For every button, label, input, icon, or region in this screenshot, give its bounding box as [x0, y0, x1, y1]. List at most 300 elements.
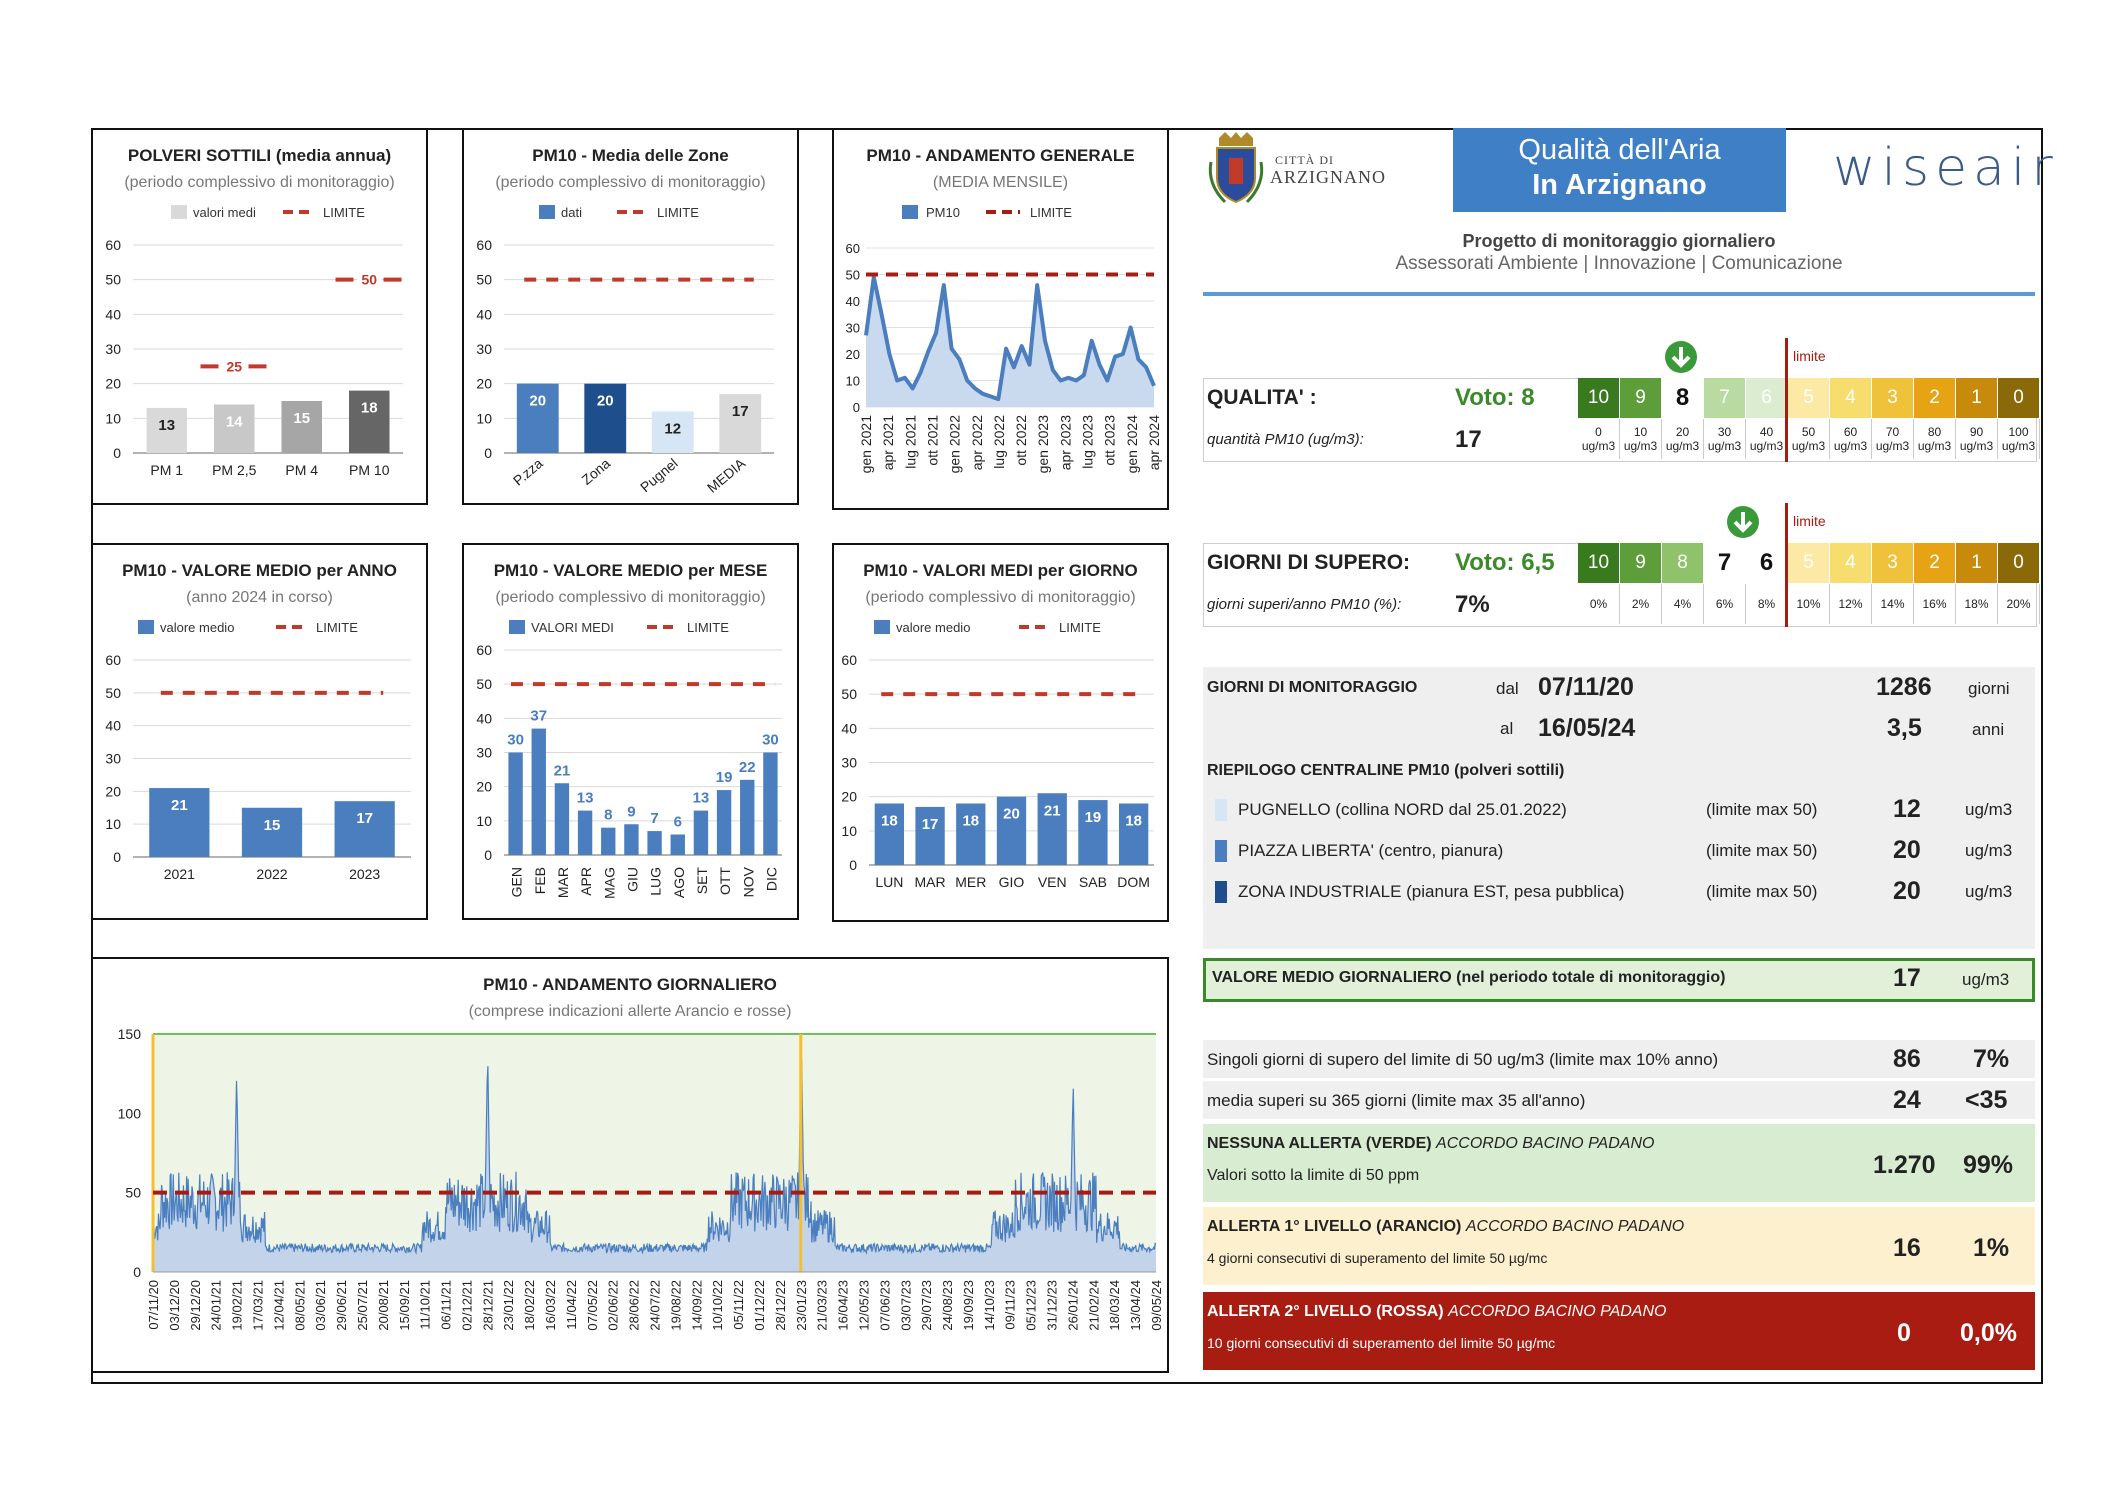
bar [578, 811, 592, 855]
scale-cell: 3 [1872, 543, 1914, 583]
x-tick-label: 02/06/22 [605, 1280, 621, 1331]
chart-media-giorno [832, 543, 1169, 922]
bar [740, 780, 754, 855]
station-value: 12 [1893, 795, 1921, 823]
bar-value-label: 12 [664, 420, 682, 438]
y-tick-label: 50 [845, 267, 860, 283]
y-tick-label: 40 [476, 306, 492, 323]
scale-cell: 3 [1872, 378, 1914, 418]
quality-limit-label: limite [1793, 348, 1826, 364]
x-tick-label: 24/07/22 [647, 1280, 663, 1331]
x-tick-label: gen 2023 [1035, 415, 1052, 474]
x-tick-label: lug 2021 [902, 415, 919, 469]
legend-label: VALORI MEDI [531, 620, 614, 635]
x-tick-label: DOM [1117, 874, 1150, 890]
x-tick-label: 24/01/21 [208, 1280, 224, 1331]
scale-unit-cell: 90 ug/m3 [1956, 419, 1998, 459]
y-tick-label: 60 [841, 652, 857, 668]
exceed-limit-label: limite [1793, 513, 1826, 529]
alert-orange-value: 16 [1893, 1234, 1921, 1262]
chart-title: PM10 - VALORE MEDIO per MESE [493, 561, 768, 580]
project-subtitle2: Assessorati Ambiente | Innovazione | Comunicazione [1395, 253, 1843, 274]
x-tick-label: PM 10 [349, 462, 390, 478]
x-tick-label: gen 2021 [858, 415, 874, 474]
bar-value-label: 8 [604, 806, 613, 824]
x-tick-label: DIC [763, 867, 780, 892]
scale-cell: 0 [1998, 543, 2040, 583]
station-unit: ug/m3 [1965, 841, 2013, 860]
x-tick-label: AGO [670, 867, 687, 899]
x-tick-label: 03/07/23 [898, 1280, 914, 1331]
x-tick-label: SET [693, 867, 710, 895]
alert-red-pct: 0,0% [1960, 1319, 2017, 1347]
bar [601, 828, 615, 855]
x-tick-label: 2022 [256, 866, 288, 882]
y-tick-label: 40 [841, 720, 857, 737]
y-tick-label: 30 [476, 341, 492, 357]
exceed-stat-label: media superi su 365 giorni (limite max 35 all'anno) [1207, 1091, 1586, 1110]
bar-value-label: 30 [507, 731, 524, 749]
y-tick-label: 0 [113, 849, 121, 865]
scale-cell: 5 [1788, 543, 1830, 583]
x-tick-label: 09/05/24 [1149, 1280, 1164, 1331]
y-tick-label: 30 [105, 750, 121, 767]
x-tick-label: MEDIA [703, 455, 749, 496]
scale-unit-cell: 4% [1662, 584, 1704, 624]
y-tick-label: 40 [105, 306, 121, 323]
quality-sub-label: quantità PM10 (ug/m3): [1207, 431, 1364, 448]
x-tick-label: 29/06/21 [334, 1280, 350, 1331]
bar-value-label: 13 [576, 789, 594, 807]
scale-unit-cell: 0 ug/m3 [1578, 419, 1620, 459]
scale-unit-cell: 0% [1578, 584, 1620, 624]
x-tick-label: PM 2,5 [212, 462, 257, 478]
station-color-swatch [1215, 881, 1227, 903]
station-name: PUGNELLO (collina NORD dal 25.01.2022) [1238, 800, 1567, 819]
legend-swatch [874, 620, 890, 634]
station-value: 20 [1893, 877, 1921, 905]
x-tick-label: 16/04/23 [835, 1280, 851, 1331]
chart-andamento-giornaliero [91, 957, 1169, 1373]
x-tick-label: 19/08/22 [668, 1280, 684, 1331]
daily-average-value: 17 [1893, 964, 1921, 992]
x-tick-label: GIO [998, 874, 1025, 890]
exceed-scale [1578, 543, 2040, 583]
x-tick-label: 07/11/20 [146, 1280, 161, 1330]
x-tick-label: 17/03/21 [250, 1280, 266, 1331]
bar-value-label: 13 [692, 789, 710, 807]
scale-cell: 2 [1914, 378, 1956, 418]
legend-limit-label: LIMITE [687, 620, 729, 635]
bar [763, 753, 777, 856]
legend-limit-label: LIMITE [316, 620, 358, 635]
exceed-limit-line [1785, 503, 1788, 627]
monitoring-from: 07/11/20 [1538, 673, 1634, 701]
bar [694, 811, 708, 855]
scale-unit-cell: 8% [1746, 584, 1788, 624]
y-tick-label: 50 [841, 686, 857, 703]
x-tick-label: PM 1 [150, 462, 184, 478]
quality-vote: Voto: 8 [1455, 384, 1535, 411]
limit-value-label: 25 [226, 358, 243, 375]
scale-cell: 4 [1830, 378, 1872, 418]
title-box [1453, 128, 1786, 212]
city-small-label: CITTÀ DI [1275, 153, 1334, 167]
station-unit: ug/m3 [1965, 800, 2013, 819]
chart-subtitle: (anno 2024 in corso) [186, 589, 333, 606]
exceed-vote: Voto: 6,5 [1455, 549, 1555, 576]
bar-value-label: 13 [158, 416, 176, 434]
x-tick-label: 19/09/23 [960, 1280, 976, 1331]
x-tick-label: 29/12/20 [187, 1280, 203, 1331]
bar-value-label: 19 [715, 769, 733, 787]
x-tick-label: 24/08/23 [940, 1280, 956, 1331]
y-tick-label: 60 [476, 237, 492, 253]
y-tick-label: 10 [845, 373, 860, 389]
scale-cell: 2 [1914, 543, 1956, 583]
x-tick-label: 26/01/24 [1065, 1280, 1081, 1331]
bar-value-label: 30 [762, 731, 779, 749]
scale-unit-cell: 18% [1956, 584, 1998, 624]
alert-red-value: 0 [1897, 1319, 1911, 1347]
x-tick-label: FEB [531, 867, 548, 895]
x-tick-label: APR [578, 867, 595, 896]
x-tick-label: 23/01/23 [793, 1280, 809, 1331]
x-tick-label: 19/02/21 [229, 1280, 245, 1331]
x-tick-label: 23/01/22 [501, 1280, 517, 1331]
x-tick-label: Pugnel [636, 455, 681, 496]
y-tick-label: 30 [841, 754, 857, 771]
x-tick-label: 28/12/22 [772, 1280, 788, 1331]
x-tick-label: MAR [914, 874, 946, 890]
exceed-scale-units [1578, 584, 2040, 624]
y-tick-label: 100 [117, 1105, 141, 1122]
x-tick-label: LUN [875, 874, 904, 890]
scale-unit-cell: 20% [1998, 584, 2040, 624]
alert-red-desc: 10 giorni consecutivi di superamento del limite 50 µg/mc [1207, 1335, 1556, 1351]
y-tick-label: 60 [476, 642, 492, 658]
x-tick-label: 2021 [163, 866, 195, 882]
quality-label: QUALITA' : [1207, 386, 1317, 409]
x-tick-label: 03/12/20 [166, 1280, 182, 1331]
x-tick-label: OTT [717, 867, 734, 895]
scale-cell: 1 [1956, 543, 1998, 583]
scale-cell: 5 [1788, 378, 1830, 418]
alert-green-title: NESSUNA ALLERTA (VERDE) ACCORDO BACINO PADANO [1207, 1135, 1655, 1152]
monitoring-label: GIORNI DI MONITORAGGIO [1207, 679, 1418, 696]
legend-label: dati [561, 205, 582, 220]
stations-title: RIEPILOGO CENTRALINE PM10 (polveri sottili) [1207, 762, 1565, 779]
bar-value-label: 21 [553, 762, 571, 780]
chart-subtitle: (periodo complessivo di monitoraggio) [124, 174, 395, 191]
chart-andamento-generale [832, 128, 1169, 510]
bar [508, 753, 522, 856]
scale-unit-cell: 30 ug/m3 [1704, 419, 1746, 459]
x-tick-label: 07/06/23 [877, 1280, 893, 1331]
y-tick-label: 20 [105, 375, 121, 392]
chart-title: PM10 - VALORI MEDI per GIORNO [863, 561, 1138, 580]
y-tick-label: 20 [476, 778, 492, 795]
scale-cell: 8 [1662, 378, 1704, 418]
chart-media-mese [462, 543, 799, 920]
x-tick-label: PM 4 [285, 462, 319, 478]
station-name: ZONA INDUSTRIALE (pianura EST, pesa pubblica) [1238, 882, 1625, 901]
x-tick-label: LUG [647, 867, 664, 896]
arrow-down-icon [1664, 340, 1698, 379]
bar-value-label: 15 [293, 410, 311, 427]
legend-limit-label: LIMITE [323, 205, 365, 220]
x-tick-label: 13/04/24 [1128, 1280, 1144, 1331]
alert-green-pct: 99% [1963, 1151, 2014, 1179]
bar-value-label: 6 [673, 813, 682, 831]
alert-orange-pct: 1% [1973, 1234, 2010, 1262]
legend-swatch [902, 205, 918, 219]
scale-cell: 10 [1578, 378, 1620, 418]
legend-limit-label: LIMITE [657, 205, 699, 220]
bar-value-label: 37 [530, 707, 548, 725]
scale-unit-cell: 2% [1620, 584, 1662, 624]
y-tick-label: 50 [105, 271, 121, 288]
chart-subtitle: (periodo complessivo di monitoraggio) [865, 589, 1136, 606]
y-tick-label: 10 [105, 410, 121, 427]
x-tick-label: ott 2021 [924, 415, 941, 466]
legend-label: PM10 [926, 205, 960, 220]
x-tick-label: 28/06/22 [626, 1280, 642, 1331]
x-tick-label: 29/07/23 [919, 1280, 935, 1331]
scale-cell: 6 [1746, 378, 1788, 418]
bar-value-label: 7 [650, 810, 659, 828]
y-tick-label: 0 [484, 847, 492, 863]
x-tick-label: apr 2022 [968, 415, 985, 471]
y-tick-label: 10 [841, 822, 857, 839]
bar-value-label: 9 [627, 803, 636, 821]
scale-cell: 0 [1998, 378, 2040, 418]
legend-label: valore medio [896, 620, 971, 635]
exceed-stat-pct: 7% [1973, 1045, 2010, 1073]
scale-unit-cell: 10 ug/m3 [1620, 419, 1662, 459]
y-tick-label: 20 [105, 783, 121, 800]
chart-title: PM10 - ANDAMENTO GIORNALIERO [483, 975, 777, 994]
x-tick-label: 12/04/21 [271, 1280, 287, 1331]
station-unit: ug/m3 [1965, 882, 2013, 901]
x-tick-label: 05/12/23 [1023, 1280, 1039, 1331]
chart-title: POLVERI SOTTILI (media annua) [127, 146, 392, 165]
y-tick-label: 0 [484, 445, 492, 461]
scale-unit-cell: 6% [1704, 584, 1746, 624]
scale-unit-cell: 70 ug/m3 [1872, 419, 1914, 459]
x-tick-label: 11/10/21 [417, 1280, 433, 1330]
scale-unit-cell: 60 ug/m3 [1830, 419, 1872, 459]
scale-cell: 9 [1620, 543, 1662, 583]
x-tick-label: GEN [508, 867, 525, 898]
station-limit: (limite max 50) [1706, 800, 1818, 819]
x-tick-label: 08/05/21 [292, 1280, 308, 1331]
y-tick-label: 40 [476, 710, 492, 727]
bar-value-label: 21 [1043, 802, 1061, 820]
alert-red-title: ALLERTA 2° LIVELLO (ROSSA) ACCORDO BACINO PADANO [1207, 1303, 1667, 1320]
x-tick-label: 16/03/22 [543, 1280, 559, 1331]
bar-value-label: 21 [170, 797, 188, 815]
x-tick-label: 18/02/22 [522, 1280, 538, 1331]
scale-unit-cell: 80 ug/m3 [1914, 419, 1956, 459]
legend-limit-label: LIMITE [1059, 620, 1101, 635]
scale-cell: 8 [1662, 543, 1704, 583]
quality-scale [1578, 378, 2040, 418]
alert-green-desc: Valori sotto la limite di 50 ppm [1207, 1167, 1420, 1184]
scale-cell: 1 [1956, 378, 1998, 418]
bar [624, 824, 638, 855]
scale-cell: 6 [1746, 543, 1788, 583]
y-tick-label: 20 [476, 375, 492, 392]
exceed-sub-label: giorni superi/anno PM10 (%): [1207, 596, 1402, 613]
x-tick-label: GIU [624, 867, 641, 892]
legend-label: valori medi [193, 205, 256, 220]
bar-value-label: 18 [360, 399, 378, 417]
city-crest-icon [1205, 132, 1267, 210]
x-tick-label: MAR [554, 867, 571, 899]
quality-scale-units [1578, 419, 2040, 459]
x-tick-label: 03/06/21 [313, 1280, 329, 1331]
y-tick-label: 50 [125, 1184, 141, 1201]
x-tick-label: apr 2023 [1057, 415, 1074, 471]
y-tick-label: 20 [841, 788, 857, 805]
x-tick-label: 2023 [349, 866, 381, 882]
x-tick-label: 07/05/22 [584, 1280, 600, 1331]
daily-average-unit: ug/m3 [1962, 970, 2010, 989]
legend-swatch [171, 205, 187, 219]
x-tick-label: MER [955, 874, 987, 890]
legend-swatch [509, 620, 525, 634]
x-tick-label: 05/11/22 [731, 1280, 747, 1330]
exceed-sub-value: 7% [1455, 591, 1490, 618]
y-tick-label: 30 [105, 341, 121, 357]
alert-orange-title: ALLERTA 1° LIVELLO (ARANCIO) ACCORDO BACINO PADANO [1207, 1218, 1685, 1235]
scale-unit-cell: 12% [1830, 584, 1872, 624]
x-tick-label: P.zza [509, 455, 546, 489]
exceed-stat-pct: <35 [1965, 1086, 2008, 1114]
station-name: PIAZZA LIBERTA' (centro, pianura) [1238, 841, 1504, 860]
monitoring-years-unit: anni [1972, 720, 2005, 739]
quality-sub-value: 17 [1455, 426, 1482, 453]
y-tick-label: 10 [476, 410, 492, 427]
x-tick-label: ott 2022 [1013, 415, 1030, 466]
x-tick-label: apr 2021 [880, 415, 897, 471]
x-tick-label: 06/11/21 [438, 1280, 454, 1330]
station-color-swatch [1215, 840, 1227, 862]
scale-unit-cell: 40 ug/m3 [1746, 419, 1788, 459]
chart-subtitle: (MEDIA MENSILE) [932, 174, 1069, 191]
monitoring-from-label: dal [1496, 679, 1519, 698]
chart-title: PM10 - VALORE MEDIO per ANNO [122, 561, 397, 580]
station-limit: (limite max 50) [1706, 841, 1818, 860]
bar-value-label: 14 [225, 413, 243, 431]
y-tick-label: 60 [105, 652, 121, 668]
x-tick-label: 21/03/23 [814, 1280, 830, 1331]
y-tick-label: 0 [133, 1264, 141, 1280]
monitoring-days-unit: giorni [1968, 679, 2010, 698]
bar [532, 729, 546, 855]
station-color-swatch [1215, 799, 1227, 821]
x-tick-label: gen 2022 [946, 415, 963, 474]
city-label: ARZIGNANO [1270, 167, 1386, 187]
x-tick-label: 18/03/24 [1107, 1280, 1123, 1331]
y-tick-label: 50 [476, 271, 492, 288]
scale-cell: 10 [1578, 543, 1620, 583]
project-subtitle: Progetto di monitoraggio giornaliero [1462, 231, 1776, 251]
x-tick-label: lug 2023 [1079, 415, 1096, 469]
scale-unit-cell: 10% [1788, 584, 1830, 624]
chart-title: PM10 - ANDAMENTO GENERALE [866, 146, 1135, 165]
scale-unit-cell: 50 ug/m3 [1788, 419, 1830, 459]
y-tick-label: 10 [105, 816, 121, 833]
exceed-stat-label: Singoli giorni di supero del limite di 50 ug/m3 (limite max 10% anno) [1207, 1050, 1719, 1069]
monitoring-to: 16/05/24 [1538, 714, 1636, 742]
scale-cell: 4 [1830, 543, 1872, 583]
exceed-stat-value: 24 [1893, 1086, 1921, 1114]
chart-media-zone [462, 128, 799, 505]
x-tick-label: ott 2023 [1101, 415, 1118, 466]
scale-unit-cell: 100 ug/m3 [1998, 419, 2040, 459]
y-tick-label: 60 [845, 241, 860, 256]
y-tick-label: 50 [476, 676, 492, 693]
chart-polveri-sottili [91, 128, 428, 505]
y-tick-label: 40 [845, 294, 860, 309]
daily-average-label: VALORE MEDIO GIORNALIERO (nel periodo totale di monitoraggio) [1212, 969, 1726, 986]
x-tick-label: 10/10/22 [710, 1280, 726, 1331]
monitoring-to-label: al [1500, 719, 1514, 738]
x-tick-label: apr 2024 [1146, 415, 1162, 471]
bar-value-label: 20 [596, 392, 614, 410]
bar [717, 790, 731, 855]
x-tick-label: 09/11/23 [1002, 1280, 1018, 1330]
x-tick-label: 15/09/21 [396, 1280, 412, 1331]
bar [282, 401, 323, 453]
bar-value-label: 22 [738, 758, 756, 776]
y-tick-label: 30 [476, 744, 492, 761]
title-line1: Qualità dell'Aria [1518, 134, 1721, 166]
bar-value-label: 20 [1003, 805, 1020, 823]
alert-orange-desc: 4 giorni consecutivi di superamento del limite 50 µg/mc [1207, 1250, 1548, 1266]
title-line2: In Arzignano [1532, 169, 1707, 201]
quality-limit-line [1785, 338, 1788, 462]
limit-value-label: 50 [361, 271, 378, 288]
y-tick-label: 30 [845, 320, 860, 336]
bar-value-label: 17 [921, 815, 939, 833]
bar-value-label: 15 [263, 816, 281, 834]
scale-cell: 7 [1704, 543, 1746, 583]
bar-value-label: 17 [731, 403, 749, 421]
y-tick-label: 50 [105, 684, 121, 701]
x-tick-label: 21/02/24 [1086, 1280, 1102, 1331]
exceed-label: GIORNI DI SUPERO: [1207, 551, 1411, 574]
x-tick-label: 20/08/21 [375, 1280, 391, 1331]
scale-cell: 7 [1704, 378, 1746, 418]
legend-label: valore medio [160, 620, 235, 635]
x-tick-label: MAG [601, 867, 618, 899]
x-tick-label: 11/04/22 [563, 1280, 579, 1330]
x-tick-label: 01/12/22 [751, 1280, 767, 1331]
x-tick-label: VEN [1037, 874, 1067, 890]
x-tick-label: 14/09/22 [689, 1280, 705, 1331]
x-tick-label: NOV [740, 867, 757, 898]
bar-value-label: 19 [1084, 809, 1102, 827]
bar [555, 783, 569, 855]
x-tick-label: Zona [578, 455, 614, 488]
x-tick-label: 31/12/23 [1044, 1280, 1060, 1331]
bar-value-label: 17 [356, 810, 374, 828]
bar [671, 835, 685, 856]
bar-value-label: 18 [962, 812, 980, 830]
